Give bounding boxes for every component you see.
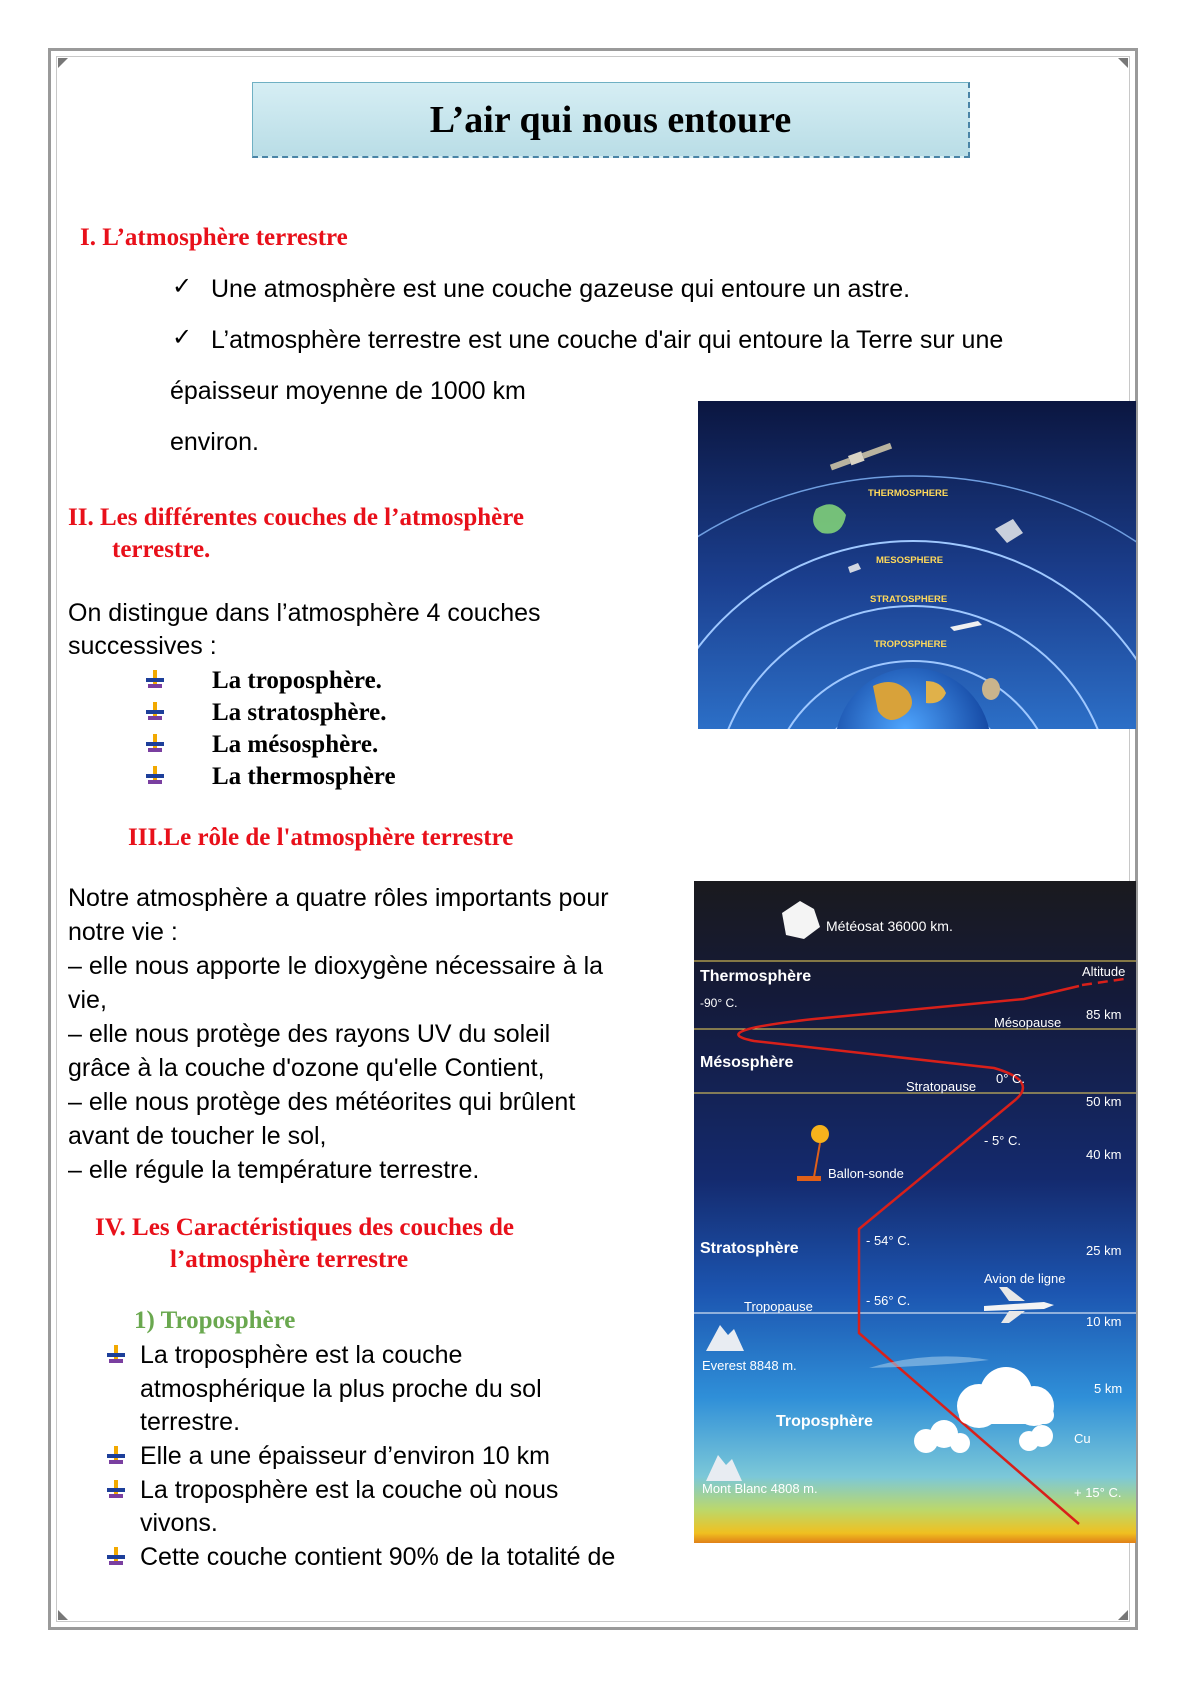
trop-bullet-line: atmosphérique la plus proche du sol xyxy=(140,1375,542,1403)
fig-label: Avion de ligne xyxy=(984,1271,1066,1286)
fig-label: Stratosphère xyxy=(700,1240,799,1257)
section-1-point: L’atmosphère terrestre est une couche d'air qui entoure la Terre sur une xyxy=(211,326,1004,354)
section-2-heading: II. Les différentes couches de l’atmosphère xyxy=(68,504,524,531)
fig-label: Météosat 36000 km. xyxy=(826,918,953,934)
bullet-icon xyxy=(107,1480,125,1498)
atmosphere-layers-figure xyxy=(698,401,1136,729)
corner-ornament xyxy=(1118,58,1128,68)
section-1-heading: I. L’atmosphère terrestre xyxy=(80,224,348,251)
body-line: grâce à la couche d'ozone qu'elle Contient, xyxy=(68,1054,545,1082)
fig-label: Altitude xyxy=(1082,964,1126,979)
section-2-heading-cont: terrestre. xyxy=(112,536,211,563)
fig-label: Stratopause xyxy=(906,1079,977,1094)
section-1-continuation: environ. xyxy=(170,428,259,456)
fig-label: Cu xyxy=(1074,1431,1091,1446)
layer-item: La thermosphère xyxy=(212,763,396,790)
section-2-intro: successives : xyxy=(68,632,217,660)
trop-bullet-line: terrestre. xyxy=(140,1408,241,1436)
bullet-icon xyxy=(107,1345,125,1363)
fig-label: - 5° C. xyxy=(984,1133,1021,1148)
fig-label: Tropopause xyxy=(744,1299,813,1314)
title-box xyxy=(252,82,970,158)
trop-bullet-line: La troposphère est la couche xyxy=(140,1341,463,1369)
page-title: L’air qui nous entoure xyxy=(429,98,792,141)
section-4-heading: IV. Les Caractéristiques des couches de xyxy=(95,1214,514,1241)
fig-label: 85 km xyxy=(1086,1007,1122,1022)
altitude-temperature-figure xyxy=(694,881,1136,1543)
fig-label: Ballon-sonde xyxy=(828,1166,904,1181)
fig-label: 40 km xyxy=(1086,1147,1122,1162)
corner-ornament xyxy=(58,1610,68,1620)
body-line: notre vie : xyxy=(68,918,178,946)
layer-item: La troposphère. xyxy=(212,667,382,694)
layer-label-stratosphere: STRATOSPHERE xyxy=(870,594,948,605)
fig-label: Mésopause xyxy=(994,1015,1062,1030)
body-line: – elle nous protège des rayons UV du soleil xyxy=(68,1020,551,1048)
fig-label: 25 km xyxy=(1086,1243,1122,1258)
fig-label: 10 km xyxy=(1086,1314,1122,1329)
bullet-icon xyxy=(146,766,164,784)
section-2-intro: On distingue dans l’atmosphère 4 couches xyxy=(68,599,541,627)
body-line: Notre atmosphère a quatre rôles importants pour xyxy=(68,884,609,912)
bullet-icon xyxy=(146,734,164,752)
trop-bullet-line: La troposphère est la couche où nous xyxy=(140,1476,559,1504)
trop-bullet-line: Elle a une épaisseur d’environ 10 km xyxy=(140,1442,550,1470)
fig-label: Mésosphère xyxy=(700,1054,794,1071)
layer-label-thermosphere: THERMOSPHERE xyxy=(868,488,949,499)
fig-label: Everest 8848 m. xyxy=(702,1358,797,1373)
bullet-icon xyxy=(146,670,164,688)
body-line: avant de toucher le sol, xyxy=(68,1122,327,1150)
bullet-icon xyxy=(107,1446,125,1464)
fig-label: - 54° C. xyxy=(866,1233,911,1248)
layer-label-mesosphere: MESOSPHERE xyxy=(876,555,944,566)
layer-item: La mésosphère. xyxy=(212,731,379,758)
layer-item: La stratosphère. xyxy=(212,699,387,726)
section-3-body xyxy=(68,881,688,1187)
bullet-icon xyxy=(146,702,164,720)
bullet-icon xyxy=(107,1547,125,1565)
section-4-heading-cont: l’atmosphère terrestre xyxy=(170,1246,409,1273)
check-icon: ✓ xyxy=(172,272,193,300)
corner-ornament xyxy=(58,58,68,68)
fig-label: Thermosphère xyxy=(700,968,812,985)
fig-label: - 56° C. xyxy=(866,1293,911,1308)
check-icon: ✓ xyxy=(172,323,193,351)
fig-label: Troposphère xyxy=(776,1413,873,1430)
fig-label: -90° C. xyxy=(700,996,738,1010)
subsection-heading: 1) Troposphère xyxy=(134,1307,296,1334)
corner-ornament xyxy=(1118,1610,1128,1620)
fig-label: + 15° C. xyxy=(1074,1485,1122,1500)
section-1-point: Une atmosphère est une couche gazeuse qui entoure un astre. xyxy=(211,275,911,303)
body-line: – elle nous protège des météorites qui brûlent xyxy=(68,1088,576,1116)
layer-label-troposphere: TROPOSPHERE xyxy=(874,639,947,650)
fig-label: 50 km xyxy=(1086,1094,1122,1109)
balloon-icon xyxy=(811,1125,829,1143)
fig-label: Mont Blanc 4808 m. xyxy=(702,1481,818,1496)
body-line: vie, xyxy=(68,986,107,1014)
section-3-heading: III.Le rôle de l'atmosphère terrestre xyxy=(128,824,514,851)
fig-label: 0° C. xyxy=(996,1071,1026,1086)
trop-bullet-line: Cette couche contient 90% de la totalité de xyxy=(140,1543,616,1571)
body-line: – elle régule la température terrestre. xyxy=(68,1156,480,1184)
fig-label: 5 km xyxy=(1094,1381,1123,1396)
section-1-continuation: épaisseur moyenne de 1000 km xyxy=(170,377,526,405)
trop-bullet-line: vivons. xyxy=(140,1509,218,1537)
body-line: – elle nous apporte le dioxygène nécessaire à la xyxy=(68,952,604,980)
